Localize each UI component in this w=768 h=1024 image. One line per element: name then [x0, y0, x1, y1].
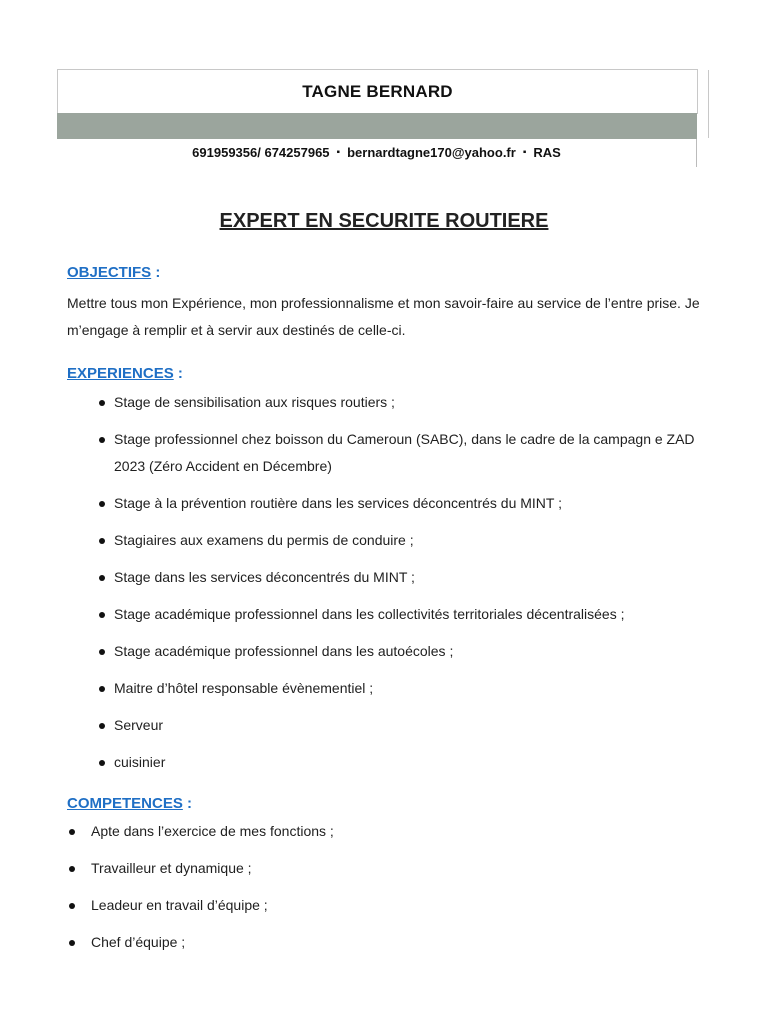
- heading-colon: :: [151, 264, 161, 281]
- experiences-heading: [67, 365, 183, 382]
- list-item: Chef d’équipe ;: [91, 929, 691, 956]
- contact-divider: [696, 139, 697, 167]
- candidate-name: TAGNE BERNARD: [302, 82, 453, 101]
- experiences-heading-label: EXPERIENCES: [67, 365, 174, 382]
- location: RAS: [533, 145, 561, 160]
- list-item: Stage à la prévention routière dans les services déconcentrés du MINT ;: [114, 490, 699, 517]
- list-item: Maitre d’hôtel responsable évènementiel ;: [114, 675, 699, 702]
- objectifs-heading: [67, 264, 160, 281]
- contact-info: [57, 145, 696, 160]
- experiences-list: [114, 389, 699, 786]
- separator-icon: ▪: [336, 147, 341, 158]
- list-item: cuisinier: [114, 749, 699, 776]
- list-item: Stage académique professionnel dans les autoécoles ;: [114, 638, 699, 665]
- list-item: Stage dans les services déconcentrés du MINT ;: [114, 564, 699, 591]
- objectifs-paragraph: Mettre tous mon Expérience, mon professionnalisme et mon savoir-faire au service de l’entre prise. Je m’engage à remplir et à servir aux destinés de celle-ci.: [67, 295, 700, 338]
- email-address: bernardtagne170@yahoo.fr: [347, 145, 516, 160]
- competences-list: [91, 818, 691, 966]
- heading-colon: :: [182, 795, 193, 812]
- list-item: Stagiaires aux examens du permis de conduire ;: [114, 527, 699, 554]
- page-divider: [708, 70, 709, 138]
- list-item: Apte dans l’exercice de mes fonctions ;: [91, 818, 691, 845]
- phone-numbers: 691959356/ 674257965: [192, 145, 330, 160]
- separator-icon: ▪: [522, 147, 527, 158]
- list-item: Leadeur en travail d’équipe ;: [91, 892, 691, 919]
- heading-colon: :: [173, 365, 183, 382]
- document-title: EXPERT EN SECURITE ROUTIERE: [219, 210, 549, 232]
- objectifs-heading-label: OBJECTIFS: [67, 264, 152, 281]
- list-item: Travailleur et dynamique ;: [91, 855, 691, 882]
- header-name-box: [57, 69, 698, 114]
- list-item: Stage de sensibilisation aux risques routiers ;: [114, 389, 699, 416]
- competences-heading-label: COMPETENCES: [67, 795, 183, 812]
- header-band: [57, 113, 697, 139]
- competences-heading: [67, 795, 192, 812]
- list-item: Stage académique professionnel dans les collectivités territoriales décentralisées ;: [114, 601, 699, 628]
- list-item: Serveur: [114, 712, 699, 739]
- list-item: Stage professionnel chez boisson du Cameroun (SABC), dans le cadre de la campagn e ZAD 2023 (Zéro Accident en Décembre): [114, 426, 699, 480]
